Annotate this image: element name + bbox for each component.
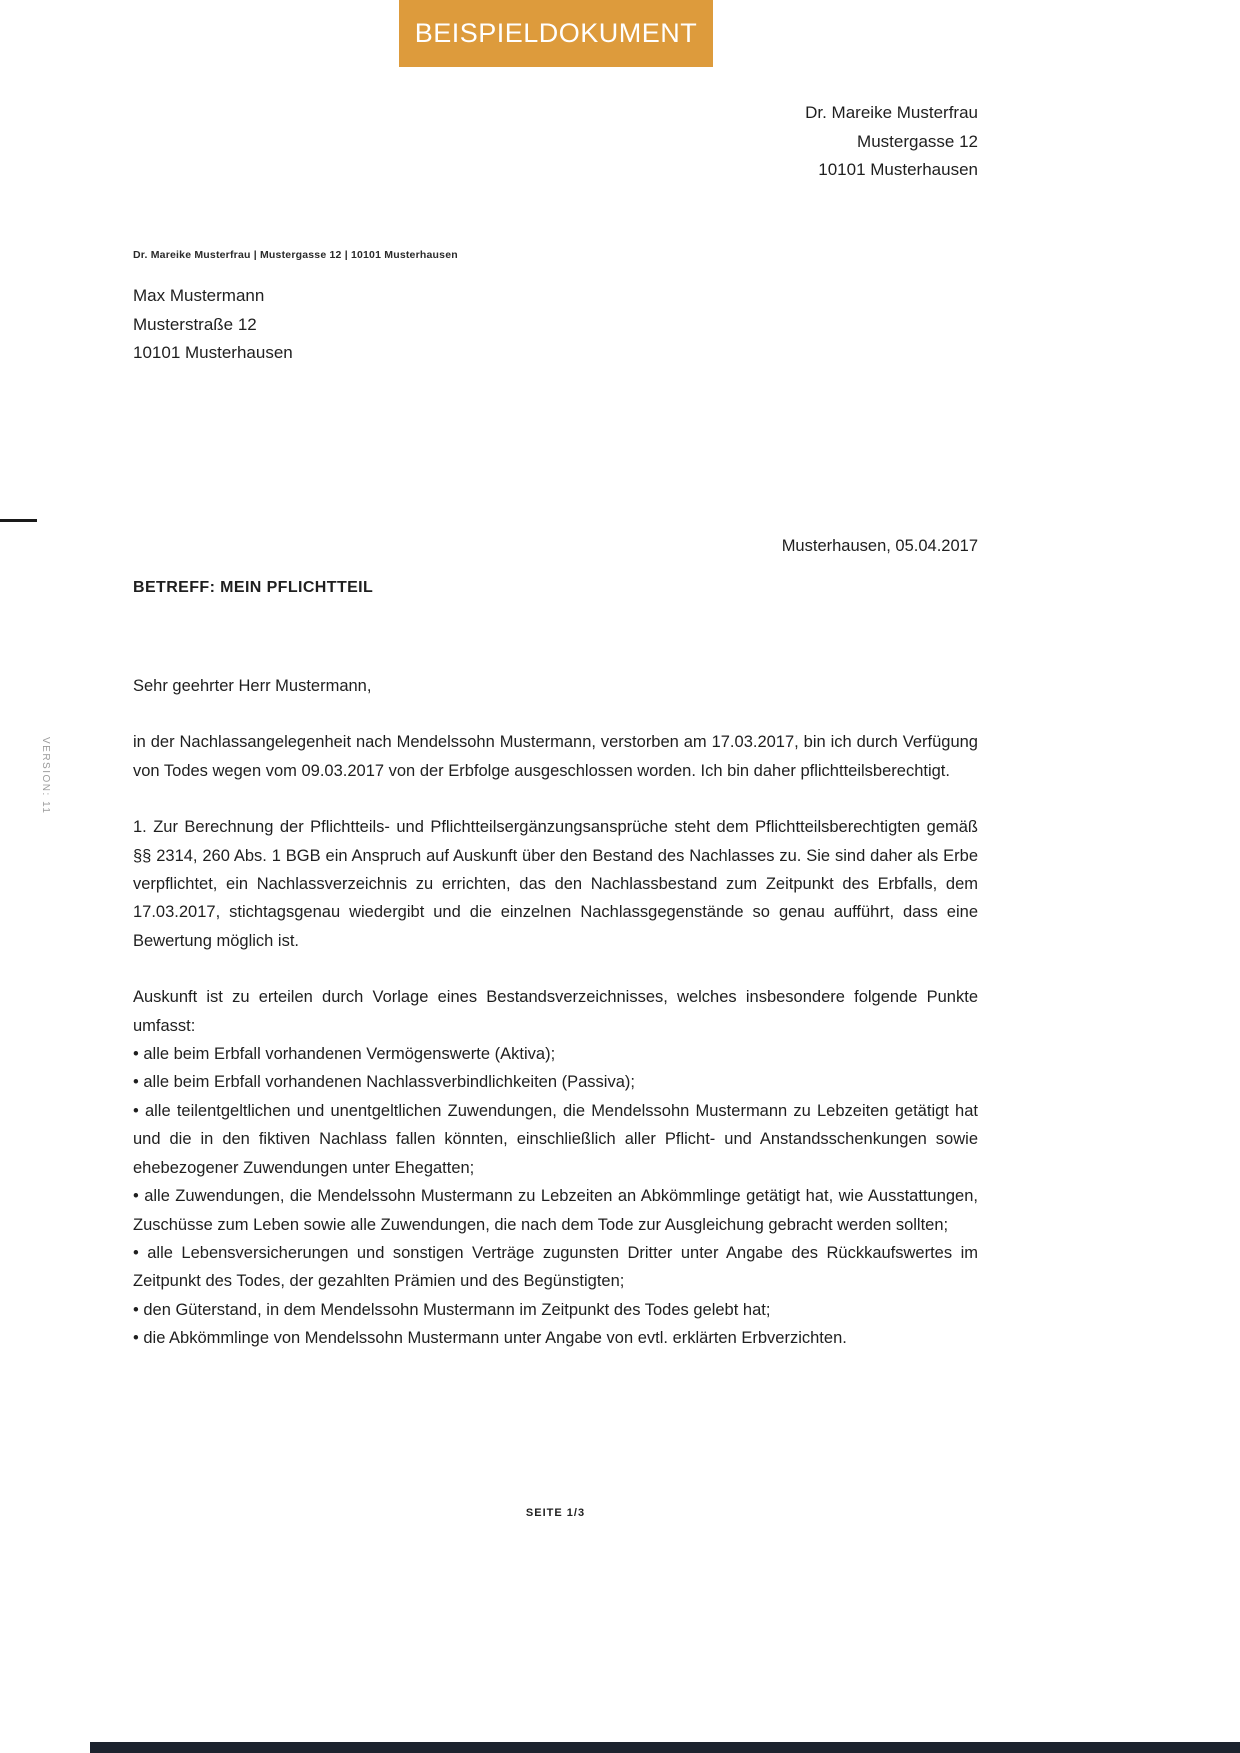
bullet-item: • den Güterstand, in dem Mendelssohn Mustermann im Zeitpunkt des Todes gelebt hat; <box>133 1300 771 1319</box>
bullet-item: • alle beim Erbfall vorhandenen Nachlassverbindlichkeiten (Passiva); <box>133 1073 635 1092</box>
letter-body <box>133 672 978 1353</box>
sample-document-banner <box>399 0 713 67</box>
recipient-city: 10101 Musterhausen <box>133 343 293 362</box>
subject-line: BETREFF: MEIN PFLICHTTEIL <box>133 579 374 596</box>
sender-address-block <box>805 99 978 185</box>
paragraph-intro: in der Nachlassangelegenheit nach Mendelssohn Mustermann, verstorben am 17.03.2017, bin ich durch Verfügung von Todes wegen vom 09.03.2017 von der Erbfolge ausgeschlossen worden. Ich bin daher pflichtteilsberechtigt. <box>133 733 978 780</box>
sender-name: Dr. Mareike Musterfrau <box>805 103 978 122</box>
bullet-item: • alle Lebensversicherungen und sonstigen Verträge zugunsten Dritter unter Angabe des Rückkaufswertes im Zeitpunkt des Todes, der gezahlten Prämien und des Begünstigten; <box>133 1243 978 1291</box>
return-address-line: Dr. Mareike Musterfrau | Mustergasse 12 | 10101 Musterhausen <box>133 249 458 261</box>
salutation: Sehr geehrter Herr Mustermann, <box>133 677 372 695</box>
bullet-item: • alle Zuwendungen, die Mendelssohn Mustermann zu Lebzeiten an Abkömmlinge getätigt hat, wie Ausstattungen, Zuschüsse zum Leben sowie alle Zuwendungen, die nach dem Tode zur Ausgleichung gebracht werden sollten; <box>133 1187 978 1234</box>
sender-street: Mustergasse 12 <box>857 131 978 151</box>
sender-city: 10101 Musterhausen <box>818 160 978 179</box>
recipient-address-block <box>133 282 293 368</box>
bottom-accent-bar <box>90 1742 1240 1753</box>
paragraph-list-intro: Auskunft ist zu erteilen durch Vorlage eines Bestandsverzeichnisses, welches insbesondere folgende Punkte umfasst: <box>133 988 978 1035</box>
bullet-item: • alle teilentgeltlichen und unentgeltlichen Zuwendungen, die Mendelssohn Mustermann zu Lebzeiten getätigt hat und die in den fiktiven Nachlass fallen könnten, einschließlich aller Pflicht- und Anstandsschenkungen sowie ehebezogener Zuwendungen unter Ehegatten; <box>133 1101 978 1177</box>
banner-label: BEISPIELDOKUMENT <box>414 18 698 48</box>
fold-mark <box>0 519 37 522</box>
paragraph-legal-claim: 1. Zur Berechnung der Pflichtteils- und Pflichtteilsergänzungsansprüche steht dem Pflichtteilsberechtigten gemäß §§ 2314, 260 Abs. 1 BGB ein Anspruch auf Auskunft über den Bestand des Nachlasses zu. Sie sind daher als Erbe verpflichtet, ein Nachlassverzeichnis zu errichten, das den Nachlassbestand zum Zeitpunkt des Erbfalls, dem 17.03.2017, stichtagsgenau wiedergibt und die einzelnen Nachlassgegenstände so genau aufführt, dass eine Bewertung möglich ist. <box>133 818 978 950</box>
recipient-name: Max Mustermann <box>133 286 265 305</box>
page-number: SEITE 1/3 <box>525 1507 586 1519</box>
bullet-item: • alle beim Erbfall vorhandenen Vermögenswerte (Aktiva); <box>133 1045 556 1064</box>
date-line: Musterhausen, 05.04.2017 <box>781 537 978 555</box>
recipient-street: Musterstraße 12 <box>133 314 257 334</box>
bullet-item: • die Abkömmlinge von Mendelssohn Mustermann unter Angabe von evtl. erklärten Erbverzichten. <box>133 1329 847 1348</box>
version-label: VERSION: 11 <box>40 737 51 815</box>
